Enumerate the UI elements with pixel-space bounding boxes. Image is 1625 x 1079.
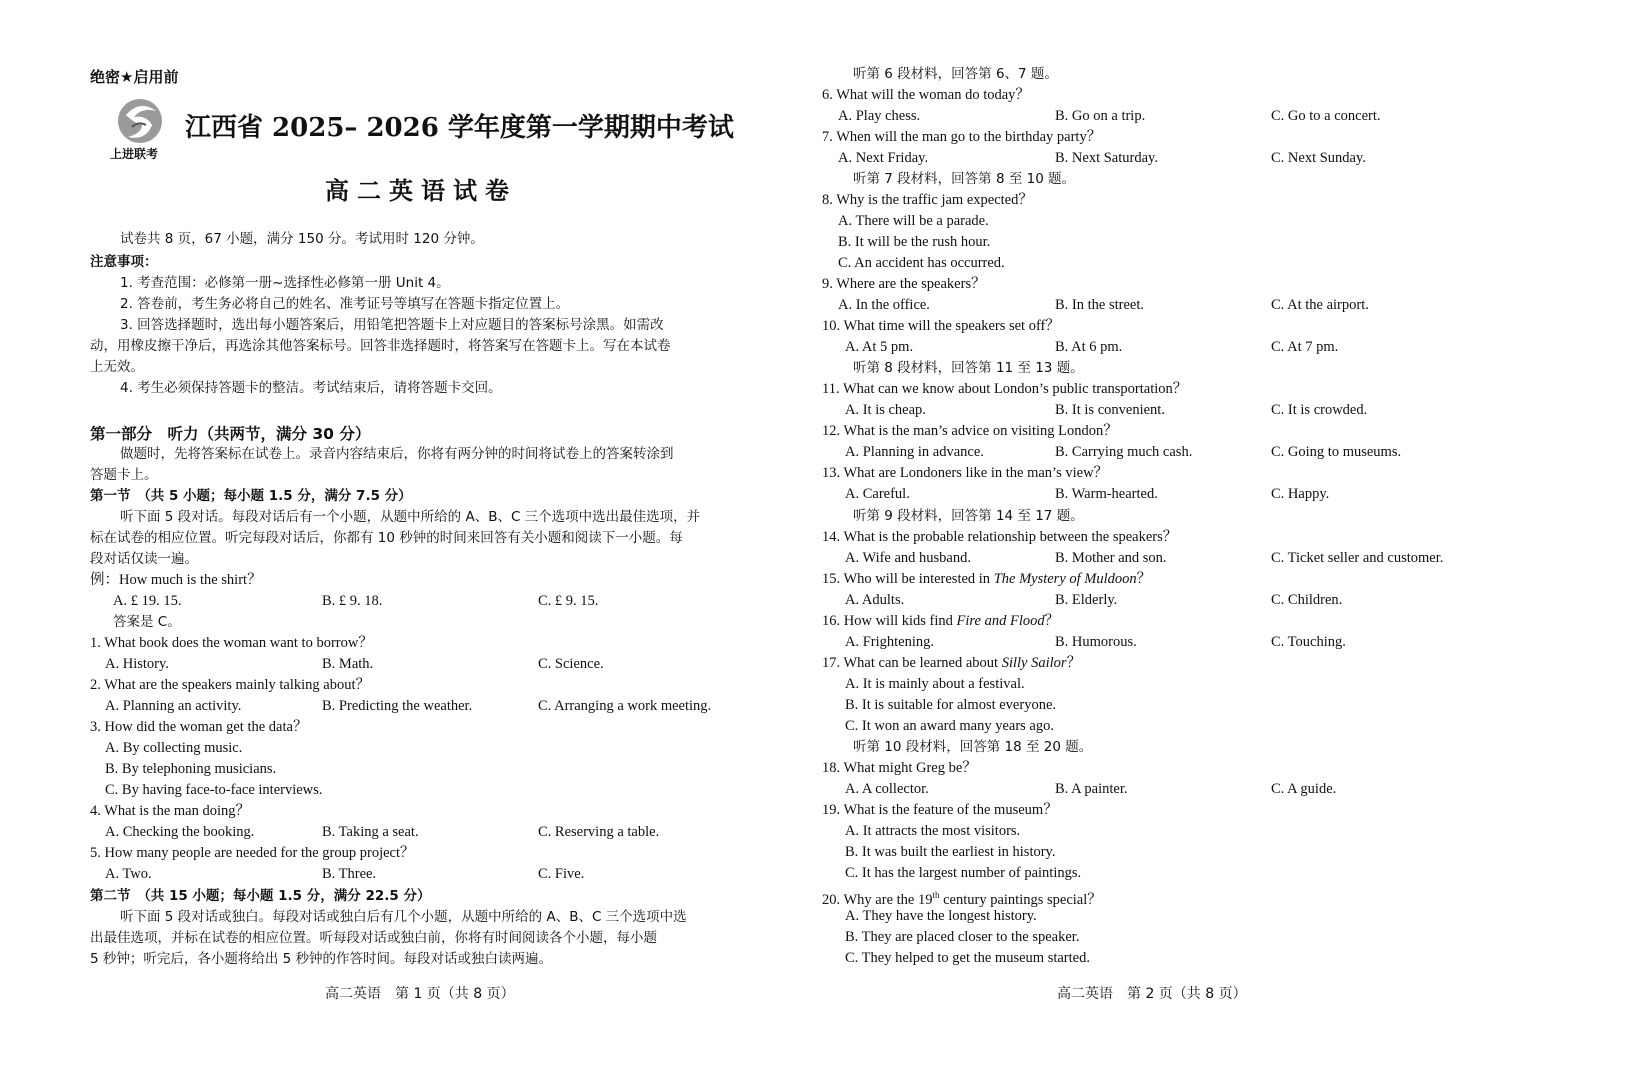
question-6: 6. What will the woman do today？ — [822, 87, 1030, 103]
option-c: C. Reserving a table. — [538, 824, 660, 840]
page-footer: 高二英语 第 2 页（共 8 页） — [1057, 986, 1247, 1002]
option-c: C. It is crowded. — [1271, 402, 1368, 418]
question-mark: ？ — [1136, 571, 1152, 587]
option-b: B. Taking a seat. — [322, 824, 419, 840]
option-a: A. Wife and husband. — [845, 550, 971, 566]
option-c: C. It has the largest number of paintings. — [845, 865, 1082, 881]
page-2 — [800, 0, 1625, 1079]
segment-instruction: 听第 10 段材料，回答第 18 至 20 题。 — [853, 739, 1093, 755]
note-line: 上无效。 — [90, 359, 144, 375]
option-c: C. Happy. — [1271, 486, 1330, 502]
option-a: A. Next Friday. — [838, 150, 929, 166]
option-a: A. Adults. — [845, 592, 905, 608]
question-18: 18. What might Greg be？ — [822, 760, 977, 776]
confidential-label: 绝密★启用前 — [90, 68, 179, 86]
page-1 — [0, 0, 800, 1079]
option-a: A. Careful. — [845, 486, 910, 502]
option-c: C. It won an award many years ago. — [845, 718, 1054, 734]
ordinal-suffix: th — [932, 890, 940, 900]
exam-subtitle: 高二英语试卷 — [325, 176, 517, 205]
question-8: 8. Why is the traffic jam expected？ — [822, 192, 1033, 208]
book-title: Silly Sailor — [1001, 655, 1067, 671]
logo-text: 上进联考 — [110, 147, 159, 161]
section2-desc-line: 5 秒钟；听完后，各小题将给出 5 秒钟的作答时间。每段对话或独白读两遍。 — [90, 951, 553, 967]
note-line: 1. 考查范围：必修第一册~选择性必修第一册 Unit 4。 — [120, 275, 450, 291]
option-b: B. In the street. — [1055, 297, 1144, 313]
question-16 — [822, 611, 1059, 632]
option-a: A. Two. — [105, 866, 152, 882]
option-c: C. At 7 pm. — [1271, 339, 1339, 355]
option-a: A. At 5 pm. — [845, 339, 914, 355]
question-15 — [822, 569, 1151, 590]
option-b: B. It will be the rush hour. — [838, 234, 991, 250]
option-a: A. History. — [105, 656, 169, 672]
option-b: B. £ 9. 18. — [322, 593, 383, 609]
note-line: 4. 考生必须保持答题卡的整洁。考试结束后，请将答题卡交回。 — [120, 380, 502, 396]
option-c: C. At the airport. — [1271, 297, 1369, 313]
segment-instruction: 听第 8 段材料，回答第 11 至 13 题。 — [853, 360, 1084, 376]
section1-desc-line: 标在试卷的相应位置。听完每段对话后，你都有 10 秒钟的时间来回答有关小题和阅读下一小题。每 — [90, 530, 683, 546]
option-b: B. Three. — [322, 866, 377, 882]
option-c: C. By having face-to-face interviews. — [105, 782, 323, 798]
option-c: C. Children. — [1271, 592, 1343, 608]
question-text: century paintings special？ — [939, 891, 1102, 908]
option-a: A. It is cheap. — [845, 402, 926, 418]
question-9: 9. Where are the speakers？ — [822, 276, 986, 292]
note-line: 3. 回答选择题时，选出每小题答案后，用铅笔把答题卡上对应题目的答案标号涂黑。如需改 — [120, 317, 664, 333]
option-a: A. £ 19. 15. — [113, 593, 182, 609]
segment-instruction: 听第 7 段材料，回答第 8 至 10 题。 — [853, 171, 1076, 187]
option-b: B. By telephoning musicians. — [105, 761, 277, 777]
part1-heading: 第一部分 听力（共两节，满分 30 分） — [90, 425, 371, 443]
option-b: B. Mother and son. — [1055, 550, 1167, 566]
option-a: A. In the office. — [838, 297, 930, 313]
option-a: A. A collector. — [845, 781, 929, 797]
option-c: C. Next Sunday. — [1271, 150, 1366, 166]
question-14: 14. What is the probable relationship between the speakers？ — [822, 529, 1178, 545]
part1-desc-line: 做题时，先将答案标在试卷上。录音内容结束后，你将有两分钟的时间将试卷上的答案转涂到 — [120, 446, 674, 462]
question-10: 10. What time will the speakers set off？ — [822, 318, 1060, 334]
option-b: B. Warm-hearted. — [1055, 486, 1158, 502]
option-b: B. Next Saturday. — [1055, 150, 1158, 166]
option-a: A. Planning in advance. — [845, 444, 984, 460]
question-17 — [822, 653, 1081, 674]
option-c: C. Science. — [538, 656, 604, 672]
question-text: 20. Why are the 19 — [822, 891, 933, 908]
book-title: Fire and Flood — [956, 613, 1045, 629]
section2-heading: 第二节 （共 15 小题；每小题 1.5 分，满分 22.5 分） — [90, 888, 431, 904]
option-b: B. It is convenient. — [1055, 402, 1165, 418]
option-b: B. Humorous. — [1055, 634, 1137, 650]
option-b: B. It was built the earliest in history. — [845, 844, 1056, 860]
book-title: The Mystery of Muldoon — [993, 571, 1137, 587]
question-mark: ？ — [1044, 613, 1060, 629]
logo-emblem-icon — [112, 97, 172, 147]
option-a: A. Play chess. — [838, 108, 921, 124]
exam-title: 江西省 2025– 2026 学年度第一学期期中考试 — [185, 113, 734, 143]
question-3: 3. How did the woman get the data？ — [90, 719, 308, 735]
section2-desc-line: 出最佳选项，并标在试卷的相应位置。听每段对话或独白前，你将有时间阅读各个小题，每小题 — [90, 930, 657, 946]
page-footer: 高二英语 第 1 页（共 8 页） — [325, 986, 515, 1002]
question-11: 11. What can we know about London’s public transportation？ — [822, 381, 1188, 397]
note-line: 2. 答卷前，考生务必将自己的姓名、准考证号等填写在答题卡指定位置上。 — [120, 296, 570, 312]
option-c: C. Five. — [538, 866, 585, 882]
question-text: 15. Who will be interested in — [822, 571, 994, 587]
note-line: 动，用橡皮擦干净后，再选涂其他答案标号。回答非选择题时，将答案写在答题卡上。写在本试卷 — [90, 338, 671, 354]
option-a: A. It is mainly about a festival. — [845, 676, 1025, 692]
question-text: 17. What can be learned about — [822, 655, 1002, 671]
option-a: A. There will be a parade. — [838, 213, 989, 229]
option-b: B. Predicting the weather. — [322, 698, 473, 714]
option-b: B. Carrying much cash. — [1055, 444, 1193, 460]
option-c: C. They helped to get the museum started. — [845, 950, 1090, 966]
option-b: B. Elderly. — [1055, 592, 1118, 608]
option-b: B. A painter. — [1055, 781, 1128, 797]
section1-desc-line: 段对话仅读一遍。 — [90, 551, 198, 567]
section1-heading: 第一节 （共 5 小题；每小题 1.5 分，满分 7.5 分） — [90, 488, 412, 504]
section1-desc-line: 听下面 5 段对话。每段对话后有一个小题，从题中所给的 A、B、C 三个选项中选出最佳选项，并 — [120, 509, 701, 525]
option-c: C. Going to museums. — [1271, 444, 1402, 460]
option-a: A. Frightening. — [845, 634, 935, 650]
option-a: A. By collecting music. — [105, 740, 243, 756]
notes-heading: 注意事项： — [90, 254, 158, 270]
option-c: C. £ 9. 15. — [538, 593, 599, 609]
question-5: 5. How many people are needed for the group project？ — [90, 845, 415, 861]
part1-desc-line: 答题卡上。 — [90, 467, 158, 483]
option-c: C. Arranging a work meeting. — [538, 698, 712, 714]
question-13: 13. What are Londoners like in the man’s view？ — [822, 465, 1109, 481]
question-7: 7. When will the man go to the birthday party？ — [822, 129, 1102, 145]
option-c: C. An accident has occurred. — [838, 255, 1005, 271]
question-19: 19. What is the feature of the museum？ — [822, 802, 1058, 818]
question-2: 2. What are the speakers mainly talking about？ — [90, 677, 370, 693]
option-a: A. They have the longest history. — [845, 908, 1037, 924]
option-b: B. Math. — [322, 656, 374, 672]
option-c: C. Ticket seller and customer. — [1271, 550, 1444, 566]
option-c: C. A guide. — [1271, 781, 1337, 797]
exam-intro: 试卷共 8 页，67 小题，满分 150 分。考试用时 120 分钟。 — [120, 231, 484, 247]
question-4: 4. What is the man doing？ — [90, 803, 251, 819]
option-c: C. Go to a concert. — [1271, 108, 1381, 124]
segment-instruction: 听第 6 段材料，回答第 6、7 题。 — [853, 66, 1058, 82]
option-a: A. Planning an activity. — [105, 698, 242, 714]
option-a: A. It attracts the most visitors. — [845, 823, 1021, 839]
option-b: B. It is suitable for almost everyone. — [845, 697, 1057, 713]
segment-instruction: 听第 9 段材料，回答第 14 至 17 题。 — [853, 508, 1084, 524]
option-b: B. They are placed closer to the speaker. — [845, 929, 1080, 945]
question-text: 16. How will kids find — [822, 613, 957, 629]
option-b: B. At 6 pm. — [1055, 339, 1123, 355]
option-a: A. Checking the booking. — [105, 824, 255, 840]
question-1: 1. What book does the woman want to borrow？ — [90, 635, 373, 651]
question-mark: ？ — [1066, 655, 1082, 671]
exam-logo — [112, 97, 172, 163]
question-12: 12. What is the man’s advice on visiting London？ — [822, 423, 1118, 439]
section2-desc-line: 听下面 5 段对话或独白。每段对话或独白后有几个小题，从题中所给的 A、B、C 三个选项中选 — [120, 909, 687, 925]
example-question: 例：How much is the shirt？ — [90, 572, 262, 588]
example-answer: 答案是 C。 — [113, 614, 181, 630]
option-b: B. Go on a trip. — [1055, 108, 1146, 124]
option-c: C. Touching. — [1271, 634, 1346, 650]
